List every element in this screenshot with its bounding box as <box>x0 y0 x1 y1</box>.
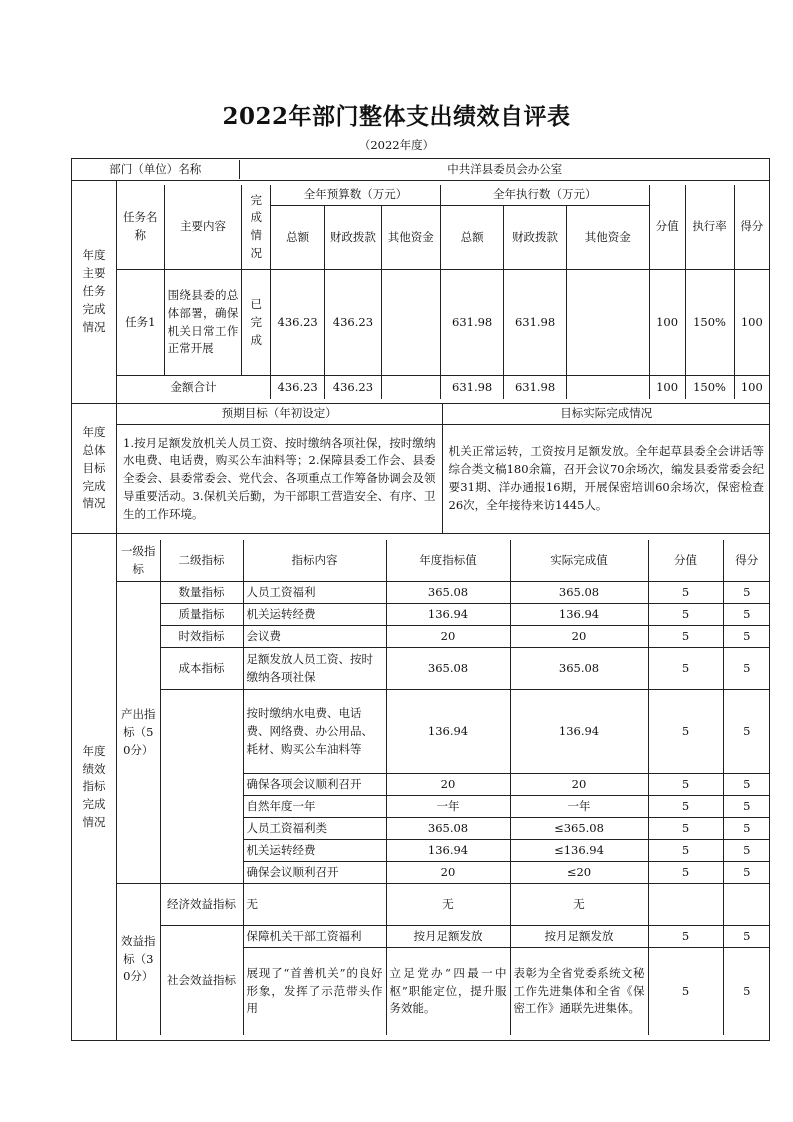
actual-value: 136.94 <box>510 604 648 626</box>
target-value: 136.94 <box>386 690 510 774</box>
target-value: 20 <box>386 774 510 796</box>
total-budget-fiscal: 436.23 <box>325 376 381 399</box>
score-value: 5 <box>648 604 723 626</box>
budget-fiscal-header: 财政拨款 <box>325 206 381 270</box>
level2-label: 数量指标 <box>160 582 243 604</box>
task-name: 任务1 <box>117 270 164 376</box>
score-header: 得分 <box>734 185 769 269</box>
actual-value: 20 <box>510 626 648 648</box>
social-row <box>117 926 770 948</box>
social-label: 社会效益指标 <box>160 926 243 1035</box>
status-header: 完成情况 <box>242 185 271 269</box>
total-budget-other <box>381 376 440 399</box>
tasks-section <box>72 181 770 404</box>
task-actual-other <box>566 270 649 376</box>
task-actual-total: 631.98 <box>440 270 503 376</box>
task-budget-total: 436.23 <box>271 270 325 376</box>
page-subtitle: （2022年度） <box>358 138 435 152</box>
score: 5 <box>723 582 770 604</box>
task-score-value: 100 <box>649 270 685 376</box>
budget-total-header: 总额 <box>271 206 325 270</box>
actual-value: ≤136.94 <box>510 840 648 862</box>
level2-label <box>160 690 243 884</box>
economic-target: 无 <box>386 884 510 926</box>
score-value: 5 <box>648 626 723 648</box>
level1-header: 一级指标 <box>117 540 160 582</box>
level2-header: 二级指标 <box>160 540 243 582</box>
output-row <box>117 626 770 648</box>
indicator-content: 机关运转经费 <box>243 604 386 626</box>
score: 5 <box>723 796 770 818</box>
target-header: 年度指标值 <box>386 540 510 582</box>
indicator-content: 会议费 <box>243 626 386 648</box>
task-status: 已完成 <box>242 270 271 376</box>
social-score-value: 5 <box>648 948 723 1035</box>
task-rate: 150% <box>685 270 734 376</box>
indicator-content: 按时缴纳水电费、电话费、网络费、办公用品、耗材、购买公车油料等 <box>243 690 386 774</box>
target-value: 20 <box>386 862 510 884</box>
economic-actual: 无 <box>510 884 648 926</box>
score-value: 5 <box>648 862 723 884</box>
score-value: 5 <box>648 648 723 690</box>
target-value: 365.08 <box>386 582 510 604</box>
social-actual: 表彰为全省党委系统文秘工作先进集体和全省《保密工作》通联先进集体。 <box>510 948 648 1035</box>
indicator-content: 机关运转经费 <box>243 840 386 862</box>
actual-goal-header: 目标实际完成情况 <box>442 404 770 424</box>
total-row <box>117 376 769 399</box>
indicator-content: 足额发放人员工资、按时缴纳各项社保 <box>243 648 386 690</box>
economic-label: 经济效益指标 <box>160 884 243 926</box>
indicators-table <box>117 540 770 1035</box>
actual-value: 20 <box>510 774 648 796</box>
indicator-content: 确保各项会议顺利召开 <box>243 774 386 796</box>
actual-total-header: 总额 <box>440 206 503 270</box>
score: 5 <box>723 648 770 690</box>
social-content: 展现了“首善机关”的良好形象，发挥了示范带头作用 <box>243 948 386 1035</box>
social-target: 按月足额发放 <box>386 926 510 948</box>
output-row <box>117 604 770 626</box>
score-value: 5 <box>648 774 723 796</box>
goals-section <box>72 404 770 534</box>
output-row <box>117 648 770 690</box>
level2-label: 成本指标 <box>160 648 243 690</box>
total-actual-total: 631.98 <box>440 376 503 399</box>
output-row <box>117 690 770 774</box>
indicators-section-label: 年度绩效指标完成情况 <box>72 534 117 1041</box>
economic-score-value <box>648 884 723 926</box>
tasks-section-label: 年度主要任务完成情况 <box>72 181 117 404</box>
indicator-content: 确保会议顺利召开 <box>243 862 386 884</box>
total-actual-fiscal: 631.98 <box>504 376 566 399</box>
content-header: 主要内容 <box>164 185 242 269</box>
level2-label: 质量指标 <box>160 604 243 626</box>
economic-content: 无 <box>243 884 386 926</box>
target-value: 20 <box>386 626 510 648</box>
rate-header: 执行率 <box>685 185 734 269</box>
economic-score <box>723 884 770 926</box>
actual-value: ≤20 <box>510 862 648 884</box>
social-score: 5 <box>723 926 770 948</box>
expected-goal-header: 预期目标（年初设定） <box>117 404 442 424</box>
economic-row <box>117 884 770 926</box>
total-budget-total: 436.23 <box>271 376 325 399</box>
score: 5 <box>723 818 770 840</box>
social-score: 5 <box>723 948 770 1035</box>
tasks-table <box>117 185 769 398</box>
actual-value-header: 实际完成值 <box>510 540 648 582</box>
task-row <box>117 270 769 376</box>
target-value: 136.94 <box>386 604 510 626</box>
actual-goal-text: 机关正常运转，工资按月足额发放。全年起草县委全会讲话等综合类文稿180余篇，召开会议70余场次，编发县委常委会纪要31期、洋办通报16期，开展保密培训60余场次，保密检查26次，全年接待来访1445人。 <box>442 424 770 533</box>
actual-value: 365.08 <box>510 648 648 690</box>
actual-value: 365.08 <box>510 582 648 604</box>
benefit-label: 效益指标（30分） <box>117 884 160 1035</box>
budget-header: 全年预算数（万元） <box>271 185 441 205</box>
actual-value: 一年 <box>510 796 648 818</box>
total-score: 100 <box>734 376 769 399</box>
social-content: 保障机关干部工资福利 <box>243 926 386 948</box>
actual-other-header: 其他资金 <box>566 206 649 270</box>
score: 5 <box>723 604 770 626</box>
indicator-score-header: 得分 <box>723 540 770 582</box>
indicators-section <box>72 534 770 1041</box>
dept-row <box>72 159 770 181</box>
total-score-value: 100 <box>649 376 685 399</box>
indicator-content: 人员工资福利类 <box>243 818 386 840</box>
actual-value: 136.94 <box>510 690 648 774</box>
indicator-score-value-header: 分值 <box>648 540 723 582</box>
social-score-value: 5 <box>648 926 723 948</box>
score: 5 <box>723 774 770 796</box>
actual-fiscal-header: 财政拨款 <box>504 206 566 270</box>
task-budget-fiscal: 436.23 <box>325 270 381 376</box>
output-label: 产出指标（50分） <box>117 582 160 884</box>
expected-goal-text: 1.按月足额发放机关人员工资、按时缴纳各项社保，按时缴纳水电费、电话费，购买公车油料等；2.保障县委工作会、县委全委会、县委常委会、党代会、各项重点工作筹备协调会及领导重要活动。3.保机关后勤，为干部职工营造安全、有序、卫生的工作环境。 <box>117 424 442 533</box>
performance-table <box>71 158 770 1041</box>
target-value: 365.08 <box>386 818 510 840</box>
score: 5 <box>723 690 770 774</box>
score: 5 <box>723 626 770 648</box>
total-actual-other <box>566 376 649 399</box>
indicator-content: 人员工资福利 <box>243 582 386 604</box>
target-value: 一年 <box>386 796 510 818</box>
task-content: 围绕县委的总体部署，确保机关日常工作正常开展 <box>164 270 242 376</box>
score-value: 5 <box>648 840 723 862</box>
task-actual-fiscal: 631.98 <box>504 270 566 376</box>
indicator-content-header: 指标内容 <box>243 540 386 582</box>
social-actual: 按月足额发放 <box>510 926 648 948</box>
dept-label: 部门（单位）名称 <box>72 160 239 180</box>
actual-header: 全年执行数（万元） <box>440 185 649 205</box>
level2-label: 时效指标 <box>160 626 243 648</box>
target-value: 365.08 <box>386 648 510 690</box>
output-row <box>117 582 770 604</box>
task-budget-other <box>381 270 440 376</box>
total-rate: 150% <box>685 376 734 399</box>
goals-table <box>117 404 770 533</box>
page-title: 2022年部门整体支出绩效自评表 <box>222 103 571 130</box>
score-value: 5 <box>648 582 723 604</box>
actual-value: ≤365.08 <box>510 818 648 840</box>
budget-other-header: 其他资金 <box>381 206 440 270</box>
total-label: 金额合计 <box>117 376 271 399</box>
goals-section-label: 年度总体目标完成情况 <box>72 404 117 534</box>
target-value: 136.94 <box>386 840 510 862</box>
task-name-header: 任务名称 <box>117 185 164 269</box>
score-value: 5 <box>648 690 723 774</box>
dept-value: 中共洋县委员会办公室 <box>239 160 770 180</box>
score: 5 <box>723 862 770 884</box>
task-score: 100 <box>734 270 769 376</box>
score-value: 5 <box>648 796 723 818</box>
score: 5 <box>723 840 770 862</box>
social-target: 立足党办“四最一中枢”职能定位，提升服务效能。 <box>386 948 510 1035</box>
indicator-content: 自然年度一年 <box>243 796 386 818</box>
score-value-header: 分值 <box>649 185 685 269</box>
score-value: 5 <box>648 818 723 840</box>
